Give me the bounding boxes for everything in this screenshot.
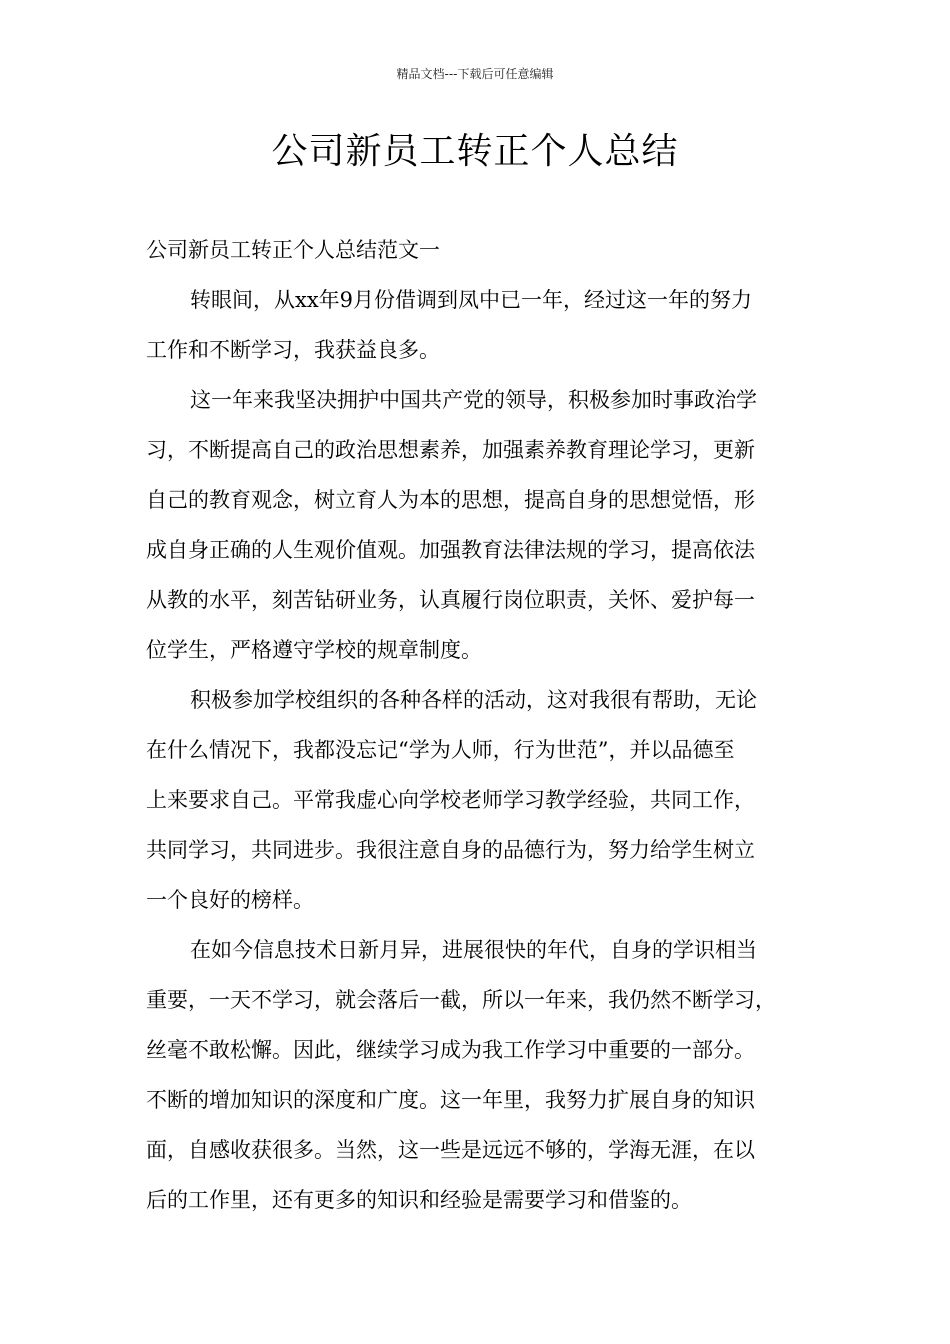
document-title: 公司新员工转正个人总结 (271, 131, 679, 172)
paragraph-line: 位学生，严格遵守学校的规章制度。 (146, 638, 482, 662)
paragraph-line: 丝毫不敢松懈。因此，继续学习成为我工作学习中重要的一部分。 (146, 1038, 755, 1062)
paragraph-line: 成自身正确的人生观价值观。加强教育法律法规的学习，提高依法 (146, 538, 755, 562)
paragraph-line: 这一年来我坚决拥护中国共产党的领导，积极参加时事政治学 (190, 388, 757, 412)
paragraph-line: 积极参加学校组织的各种各样的活动，这对我很有帮助，无论 (190, 688, 757, 712)
paragraph-line: 习，不断提高自己的政治思想素养，加强素养教育理论学习，更新 (146, 438, 755, 462)
paragraph-line: 重要，一天不学习，就会落后一截，所以一年来，我仍然不断学习， (146, 988, 776, 1012)
paragraph-line: 不断的增加知识的深度和广度。这一年里，我努力扩展自身的知识 (146, 1088, 755, 1112)
paragraph-line: 工作和不断学习，我获益良多。 (146, 338, 440, 362)
paragraph-line: 上来要求自己。平常我虚心向学校老师学习教学经验，共同工作， (146, 788, 755, 812)
paragraph-line: 面，自感收获很多。当然，这一些是远远不够的，学海无涯，在以 (146, 1138, 755, 1162)
paragraph-line: 在如今信息技术日新月异，进展很快的年代，自身的学识相当 (190, 938, 757, 962)
paragraph (146, 275, 816, 375)
header-note: 精品文档---下载后可任意编辑 (396, 67, 554, 81)
document-body (146, 225, 816, 1225)
section-heading: 公司新员工转正个人总结范文一 (146, 238, 440, 262)
paragraph-line: 从教的水平，刻苦钻研业务，认真履行岗位职责，关怀、爱护每一 (146, 588, 755, 612)
paragraph-line: 一个良好的榜样。 (146, 888, 314, 912)
paragraph-line: 后的工作里，还有更多的知识和经验是需要学习和借鉴的。 (146, 1188, 692, 1212)
paragraph-line: 在什么情况下，我都没忘记“学为人师，行为世范”，并以品德至 (146, 738, 735, 762)
paragraph (146, 925, 816, 1225)
paragraph-line: 自己的教育观念，树立育人为本的思想，提高自身的思想觉悟，形 (146, 488, 755, 512)
paragraph-line: 转眼间，从xx年9月份借调到凤中已一年，经过这一年的努力 (190, 288, 753, 312)
paragraph (146, 675, 816, 925)
paragraph (146, 375, 816, 675)
paragraph-line: 共同学习，共同进步。我很注意自身的品德行为，努力给学生树立 (146, 838, 755, 862)
